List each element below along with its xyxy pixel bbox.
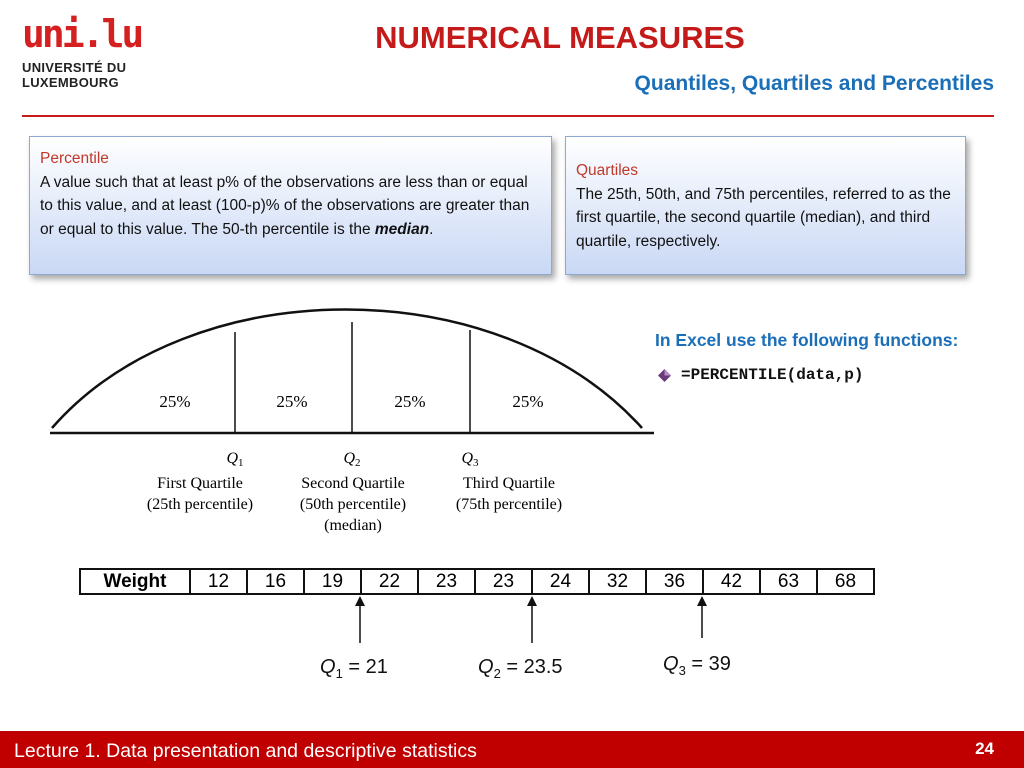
- weight-cell: 16: [247, 569, 304, 594]
- quartiles-definition: The 25th, 50th, and 75th percentiles, referred to as the first quartile, the second quartile (median), and third quartile, respectively.: [576, 185, 951, 250]
- q2-symbol: Q2: [343, 450, 361, 469]
- weight-cell: 12: [190, 569, 247, 594]
- weight-cell: 36: [646, 569, 703, 594]
- logo-line-2: LUXEMBOURG: [22, 75, 119, 90]
- logo-mark: uni.lu: [22, 12, 142, 56]
- excel-heading: In Excel use the following functions:: [655, 330, 959, 350]
- weight-cell: 24: [532, 569, 589, 594]
- segment-label-2: 25%: [276, 392, 308, 411]
- table-row: [80, 569, 874, 594]
- q2-desc: (50th percentile): [299, 496, 407, 513]
- weight-cell: 23: [475, 569, 532, 594]
- q1-value-label: $Q_1 = 21$: [320, 656, 388, 681]
- quartiles-definition-box: [565, 136, 966, 275]
- percentile-definition-box: [29, 136, 552, 275]
- median-emphasis: median: [374, 220, 430, 238]
- percentile-function: =PERCENTILE(data,p): [681, 366, 864, 384]
- q2-value-label: $Q_2 = 23.5$: [478, 656, 563, 681]
- segment-label-3: 25%: [394, 392, 426, 411]
- q3-arrow: [697, 596, 707, 638]
- q2-name: Second Quartile: [301, 475, 405, 492]
- percentile-definition: [40, 171, 541, 242]
- q1-arrow: [355, 596, 365, 643]
- weight-cell: 19: [304, 569, 361, 594]
- q1-symbol: Q1: [226, 450, 244, 469]
- excel-function-item: [658, 366, 863, 384]
- bell-curve: [52, 310, 642, 429]
- weight-cell: 32: [589, 569, 646, 594]
- weight-cell: 23: [418, 569, 475, 594]
- quartiles-heading: Quartiles: [576, 162, 639, 179]
- q3-symbol: Q3: [461, 450, 479, 469]
- weight-cell: 22: [361, 569, 418, 594]
- footer-lecture-title: Lecture 1. Data presentation and descriptive statistics: [14, 740, 477, 762]
- q3-value-label: $Q_3 = 39$: [663, 653, 731, 678]
- weight-header-cell: Weight: [80, 569, 190, 594]
- q2-arrow: [527, 596, 537, 643]
- percentile-heading: Percentile: [40, 150, 109, 167]
- segment-label-1: 25%: [159, 392, 191, 411]
- q1-name: First Quartile: [157, 475, 243, 492]
- logo-line-1: UNIVERSITÉ DU: [22, 60, 127, 75]
- page-number: 24: [975, 739, 994, 758]
- q1-desc: (25th percentile): [146, 496, 254, 513]
- weight-cell: 42: [703, 569, 760, 594]
- weight-cell: 63: [760, 569, 817, 594]
- distribution-curve-diagram: [40, 290, 660, 540]
- q2-extra: (median): [324, 517, 382, 534]
- university-logo: [22, 12, 142, 90]
- slide-subtitle: Quantiles, Quartiles and Percentiles: [634, 72, 994, 95]
- footer-bar: [0, 731, 1024, 768]
- weight-cell: 68: [817, 569, 874, 594]
- segment-label-4: 25%: [512, 392, 544, 411]
- header-divider: [22, 115, 994, 117]
- weight-table: [79, 568, 875, 595]
- q3-desc: (75th percentile): [455, 496, 563, 513]
- slide-title: NUMERICAL MEASURES: [375, 20, 745, 55]
- percentile-text: A value such that at least p% of the observations are less than or equal to this value, and at least (100-p)% of the observations are greater than or equal to this value. The 50-th percentile is the: [40, 173, 530, 238]
- q3-name: Third Quartile: [463, 475, 555, 492]
- diamond-bullet-icon: [658, 369, 671, 382]
- percentile-end: .: [429, 220, 434, 238]
